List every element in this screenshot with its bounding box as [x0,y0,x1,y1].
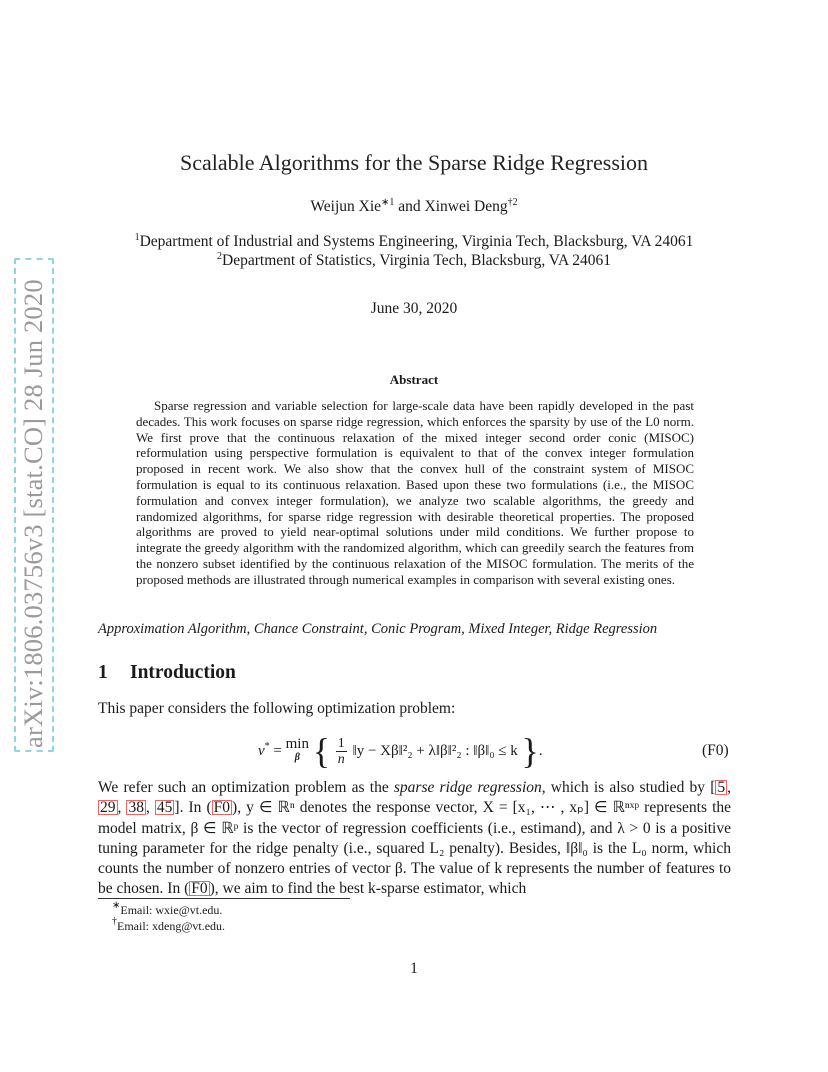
equation-ref-link[interactable]: F0 [191,880,208,898]
citation-link[interactable]: 38 [128,799,144,817]
author-1-marks: ∗1 [381,197,395,208]
footnote-1-text: Email: wxie@vt.edu. [120,903,223,917]
author-joiner: and [394,198,425,215]
section-heading [98,662,236,684]
affiliation-1-mark: 1 [134,232,140,243]
para-text-4: ), we aim to find the best k-sparse estimator, which [209,880,527,898]
section-number: 1 [98,662,108,683]
footnote-2-text: Email: xdeng@vt.edu. [117,919,226,933]
equation-min: min β [285,736,309,763]
fraction-denominator: n [337,751,345,767]
para-text-1-end: , which is also studied by [541,779,706,796]
citation-link[interactable]: 45 [156,799,173,817]
arxiv-identifier: arXiv:1806.03756v3 [stat.CO] 28 Jun 2020 [18,279,48,748]
affiliation-1-text: Department of Industrial and Systems Engineering, Virginia Tech, Blacksburg, VA 24061 [139,233,694,250]
author-2: Xinwei Deng [424,198,508,215]
para-text-3: ), y ∈ ℝⁿ denotes the response vector, X = [x₁, ⋯ , xₚ] ∈ ℝⁿˣᵖ represents the model matrix, β ∈ ℝᵖ is the vector of regression coefficients (i.e., estimand), and λ > 0 is a positive tuning parameter for the ridge penalty (i.e., squared L₂ penalty). Besides, ‖β‖₀ is the L₀ norm, which counts the number of nonzero entries of vector β. The value of k represents the number of features to be chosen. In ( [98,799,731,898]
section-title: Introduction [130,662,236,683]
paper-date: June 30, 2020 [370,300,458,317]
equation-lhs: v* = [258,740,282,759]
author-line [0,198,828,216]
footnote-divider [98,898,350,899]
footnote-2-mark: † [112,916,117,927]
equation-ref-link[interactable]: F0 [213,799,231,817]
citation-link[interactable]: 5 [717,779,726,796]
affiliation-2-mark: 2 [217,251,223,262]
affiliation-2-text: Department of Statistics, Virginia Tech, Blacksburg, VA 24061 [222,252,611,269]
intro-paragraph: We refer such an optimization problem as the sparse ridge regression, which is also studied by [ 5 , 29 , 38 , 45 ]. In ( F0 ), y ∈ ℝⁿ denotes the response vector, X = [x₁, ⋯ , xₚ] ∈ ℝⁿˣᵖ represents the model matrix, β ∈ ℝᵖ is the vector of regression coefficients (i.e., estimand), and λ > 0 is a positive tuning parameter for the ridge penalty (i.e., squared L₂ penalty). Besides, ‖β‖₀ is the L₀ norm, which counts the number of nonzero entries of vector β. The value of k represents the number of features to be chosen. In ( F0 ), we aim to find the best k-sparse estimator, which [98,779,731,898]
footnote-1-mark: ∗ [112,900,121,911]
equation-body: ‖y − Xβ‖²₂ + λ‖β‖²₂ : ‖β‖₀ ≤ k [352,742,518,759]
citation-link[interactable]: 29 [100,799,116,817]
equation-right-brace: } [521,731,539,771]
para-italic-term: sparse ridge regression [393,779,542,796]
intro-sentence: This paper considers the following optimization problem: [98,700,456,717]
abstract-heading: Abstract [389,372,439,387]
author-1: Weijun Xie [310,198,382,215]
affiliation-1 [0,233,828,251]
footnote-1 [112,900,223,918]
fraction-numerator: 1 [337,735,345,751]
author-2-marks: †2 [507,197,518,208]
paper-title: Scalable Algorithms for the Sparse Ridge Regression [179,150,649,175]
footnote-2 [112,916,226,934]
equation-min-subscript: β [294,752,300,763]
equation-left-brace: { [312,731,331,771]
abstract-body: Sparse regression and variable selection for large-scale data have been rapidly developed in the past decades. This work focuses on sparse ridge regression, which enforces the sparsity by use of the L0 norm. We first prove that the continuous relaxation of the mixed integer second order conic (MISOC) reformulation using perspective formulation is equivalent to that of the convex integer formulation proposed in recent work. We also show that the convex hull of the constraint system of MISOC formulation is equal to its continuous relaxation. Based upon these two formulations (i.e., the MISOC formulation and convex integer formulation), we analyze two scalable algorithms, the greedy and randomized algorithms, for sparse ridge regression with desirable theoretical properties. The proposed algorithms are proved to yield near-optimal solutions under mild conditions. We further propose to integrate the greedy algorithm with the randomized algorithm, which can greedily search the features from the nonzero subset identified by the continuous relaxation of the MISOC formulation. The merits of the proposed methods are illustrated through numerical examples in comparison with several existing ones. [136,398,694,587]
equation-fraction [336,736,347,767]
affiliation-2 [0,252,828,270]
para-text-1: We refer such an optimization problem as the [98,779,394,796]
page-number: 1 [410,960,418,977]
equation-trailing: . [538,742,543,759]
equation-f0 [258,733,543,773]
para-text-2: . In ( [179,799,212,817]
equation-label: (F0) [702,742,729,759]
keywords: Approximation Algorithm, Chance Constraint, Conic Program, Mixed Integer, Ridge Regression [98,621,658,637]
